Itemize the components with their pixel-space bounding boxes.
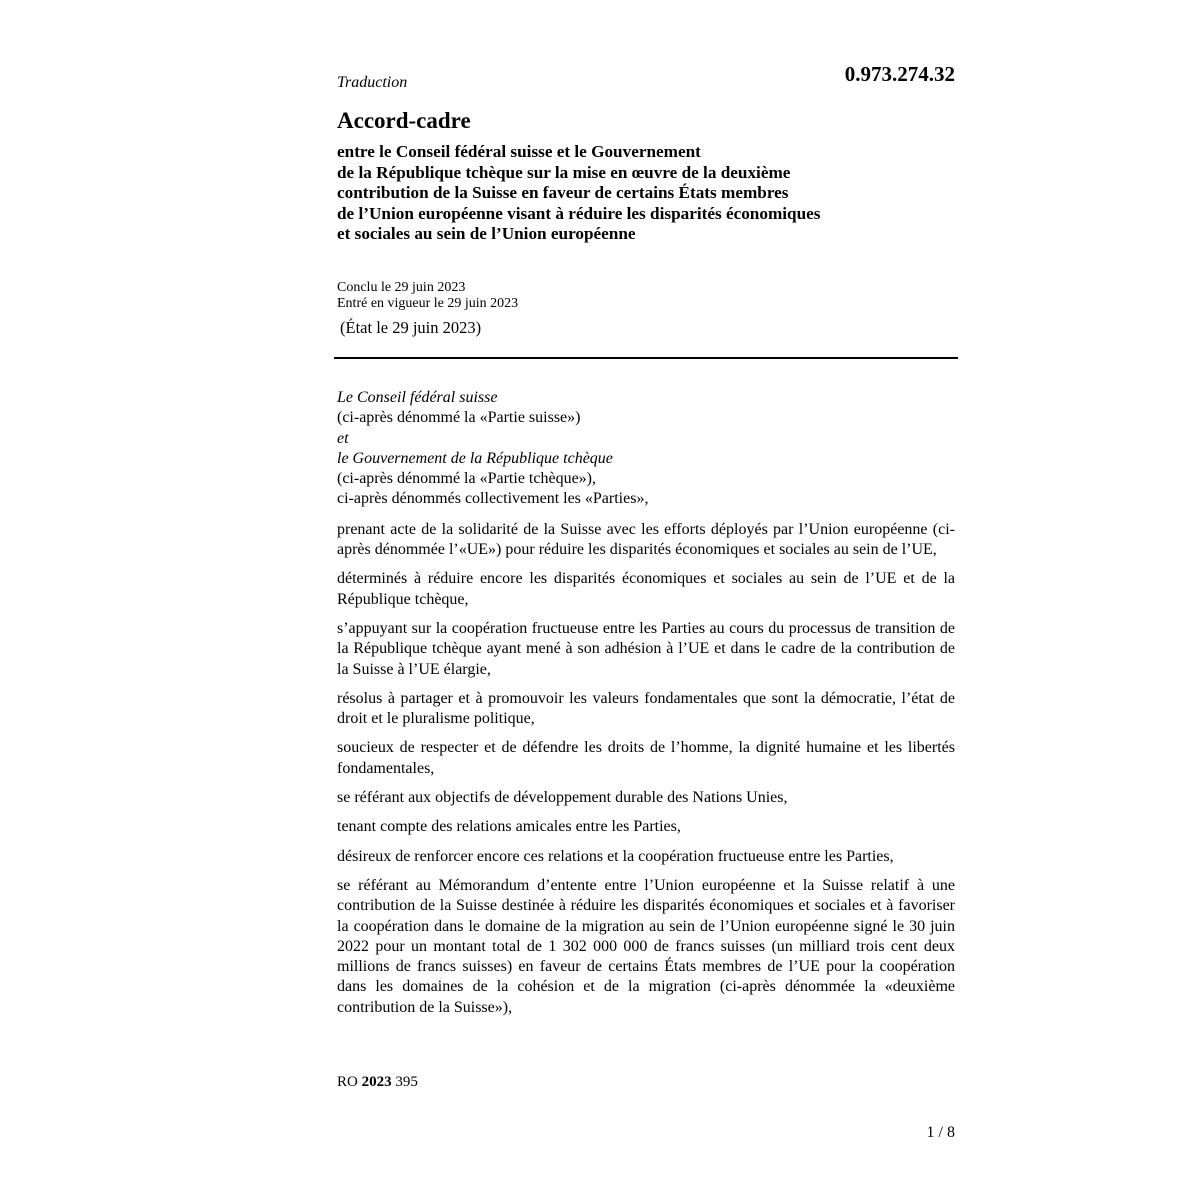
collective-alias: ci-après dénommés collectivement les «Parties»,: [337, 490, 649, 508]
document-body: [337, 388, 955, 1018]
document-subtitle: [337, 142, 937, 245]
preamble-paragraph: s’appuyant sur la coopération fructueuse entre les Parties au cours du processus de transition de la République tchèque ayant mené à son adhésion à l’UE et dans le cadre de la contribution de la Suisse à l’UE élargie,: [337, 619, 955, 678]
in-force-date: Entré en vigueur le 29 juin 2023: [337, 295, 519, 311]
official-compilation-ref: [337, 1074, 418, 1091]
ro-page: 395: [395, 1074, 418, 1090]
ro-year: 2023: [361, 1074, 392, 1090]
document-title: Accord-cadre: [337, 108, 471, 133]
preamble-paragraph: tenant compte des relations amicales entre les Parties,: [337, 818, 681, 836]
subtitle-line: contribution de la Suisse en faveur de certains États membres: [337, 183, 789, 202]
preamble-paragraph: se référant aux objectifs de développement durable des Nations Unies,: [337, 789, 788, 807]
conjunction: et: [337, 429, 349, 447]
subtitle-line: entre le Conseil fédéral suisse et le Gouvernement: [337, 142, 701, 161]
sr-number: 0.973.274.32: [844, 62, 955, 86]
subtitle-line: et sociales au sein de l’Union européenne: [337, 224, 636, 243]
subtitle-line: de l’Union européenne visant à réduire les disparités économiques: [337, 203, 821, 223]
translation-label: Traduction: [337, 74, 408, 91]
preamble-paragraph: déterminés à réduire encore les disparités économiques et sociales au sein de l’UE et de la République tchèque,: [337, 570, 955, 608]
page-number: 1 / 8: [926, 1124, 955, 1141]
header-rule: [334, 357, 958, 359]
concluded-date: Conclu le 29 juin 2023: [337, 280, 466, 295]
swiss-party-alias: (ci-après dénommé la «Partie suisse»): [337, 409, 581, 427]
preamble-paragraph: prenant acte de la solidarité de la Suisse avec les efforts déployés par l’Union européenne (ci-après dénommée l’«UE») pour réduire les disparités économiques et sociales au sein de l’UE,: [337, 520, 955, 559]
ro-prefix: RO: [337, 1074, 358, 1090]
preamble-paragraph: se référant au Mémorandum d’entente entre l’Union européenne et la Suisse relatif à une contribution de la Suisse destinée à réduire les disparités économiques et sociales et à favoriser la coopération dans le domaine de la migration au sein de l’Union européenne signé le 30 juin 2022 pour un montant total de 1 302 000 000 de francs suisses (un milliard trois cent deux millions de francs suisses) en faveur de certains États membres de l’UE pour la coopération dans les domaines de la cohésion et de la migration (ci-après dénommée la «deuxième contribution de la Suisse»),: [337, 876, 955, 1016]
swiss-party: Le Conseil fédéral suisse: [337, 389, 498, 406]
state-date: (État le 29 juin 2023): [340, 318, 482, 337]
preamble-paragraph: désireux de renforcer encore ces relations et la coopération fructueuse entre les Parties,: [337, 847, 894, 865]
czech-party-alias: (ci-après dénommé la «Partie tchèque»),: [337, 470, 596, 488]
parties-block: [337, 388, 955, 510]
dates-block: [337, 280, 518, 311]
preamble-paragraph: résolus à partager et à promouvoir les valeurs fondamentales que sont la démocratie, l’état de droit et le pluralisme politique,: [337, 689, 955, 728]
czech-party: le Gouvernement de la République tchèque: [337, 449, 613, 467]
subtitle-line: de la République tchèque sur la mise en œuvre de la deuxième: [337, 162, 791, 182]
preamble-paragraph: soucieux de respecter et de défendre les droits de l’homme, la dignité humaine et les libertés fondamentales,: [337, 739, 955, 777]
